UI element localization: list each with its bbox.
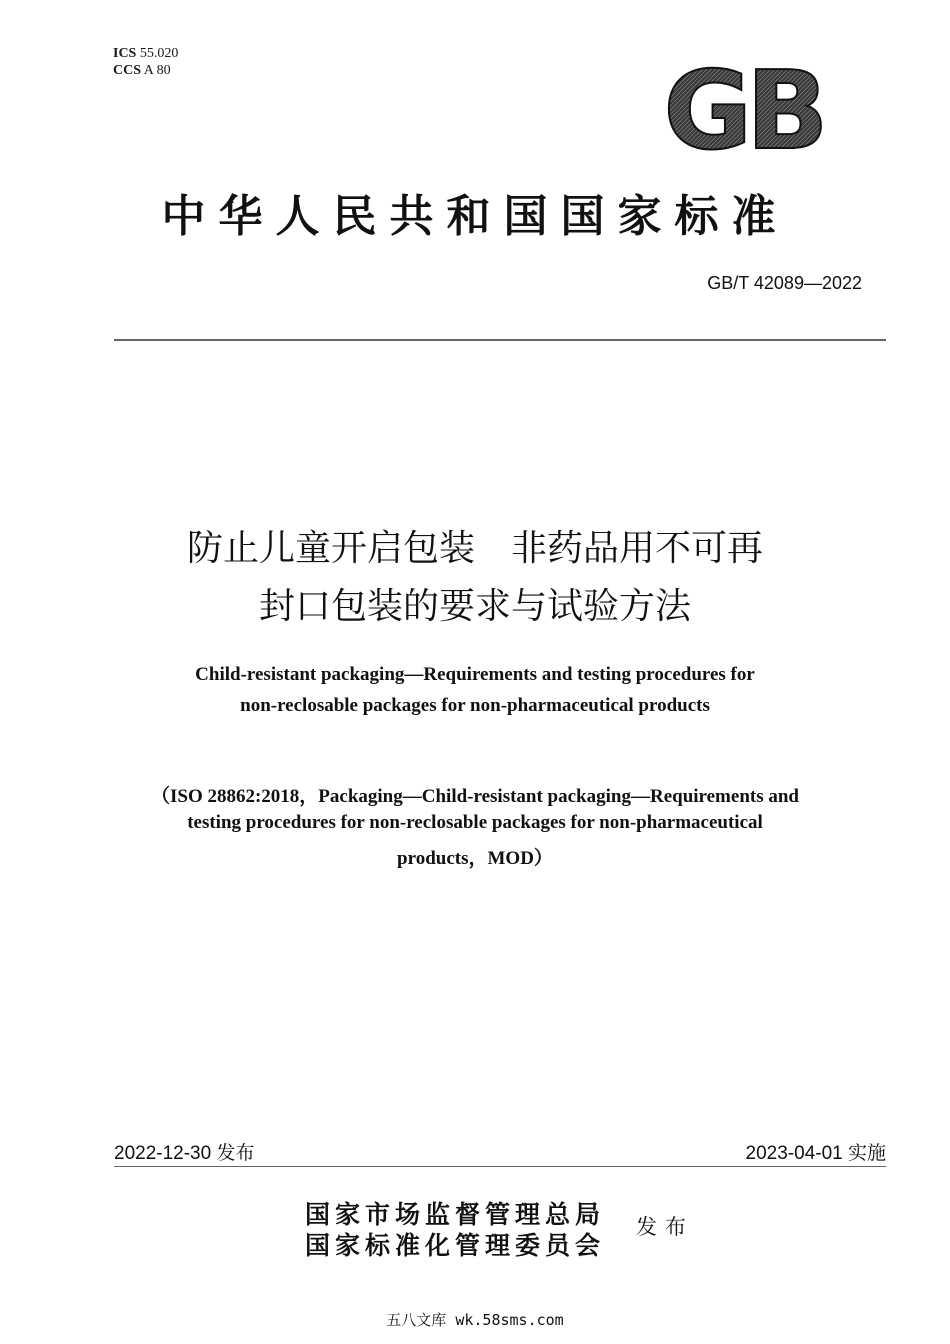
english-title-line-2: non-reclosable packages for non-pharmaceutical products bbox=[240, 695, 710, 716]
english-title-line-1: Child-resistant packaging—Requirements and testing procedures for bbox=[195, 664, 755, 685]
header-divider bbox=[114, 339, 886, 341]
standard-number: GB/T 42089—2022 bbox=[707, 273, 862, 293]
svg-text:GB: GB bbox=[663, 60, 823, 156]
ics-code: ICS 55.020 bbox=[113, 46, 179, 61]
ccs-code: CCS A 80 bbox=[113, 63, 171, 78]
iso-reference-line-3: products，MOD） bbox=[397, 848, 553, 869]
issuer-sac: 国家标准化管理委员会 bbox=[305, 1231, 606, 1260]
national-standard-title: 中华人民共和国国家标准 bbox=[161, 191, 789, 242]
issue-date: 2022-12-30 发布 bbox=[114, 1143, 255, 1164]
classification-codes bbox=[113, 45, 178, 79]
iso-reference-line-2: testing procedures for non-reclosable packages for non-pharmaceutical bbox=[187, 812, 763, 833]
chinese-title-line-1: 防止儿童开启包装 非药品用不可再 bbox=[186, 528, 763, 569]
issuer-samr: 国家市场监督管理总局 bbox=[305, 1200, 606, 1229]
effective-date: 2023-04-01 实施 bbox=[745, 1143, 886, 1164]
iso-reference-line-1: （ISO 28862:2018，Packaging—Child-resistant packaging—Requirements and bbox=[150, 786, 799, 807]
publish-label: 发布 bbox=[636, 1215, 694, 1239]
watermark-footer: 五八文库 wk.58sms.com bbox=[386, 1311, 564, 1329]
gb-logo bbox=[648, 60, 838, 156]
chinese-title-line-2: 封口包装的要求与试验方法 bbox=[258, 586, 691, 627]
footer-divider bbox=[114, 1166, 886, 1167]
